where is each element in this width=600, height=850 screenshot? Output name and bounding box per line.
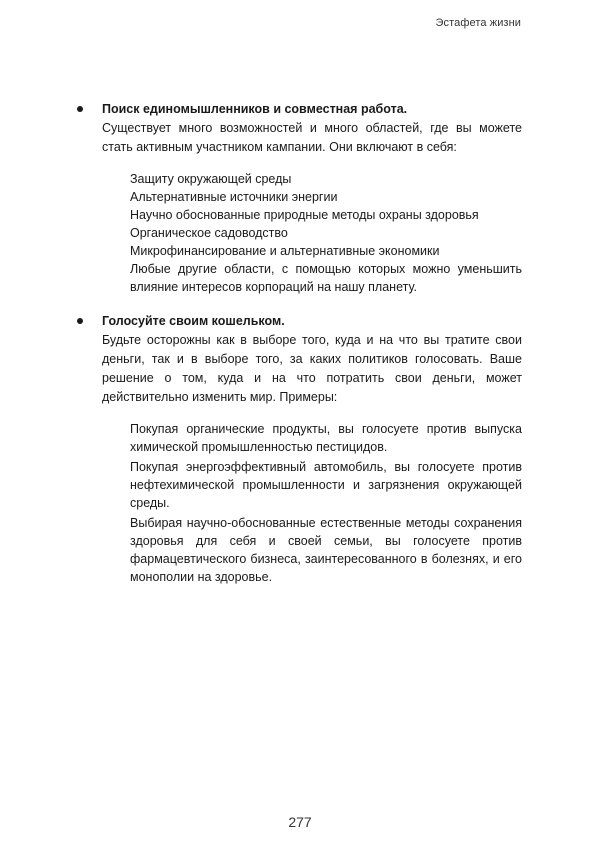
list-item: Научно обоснованные природные методы охраны здоровья	[130, 208, 479, 222]
section-heading: Голосуйте своим кошельком.	[102, 314, 285, 328]
area-list	[130, 170, 522, 296]
bullet-icon	[77, 318, 83, 324]
section-find-allies	[102, 100, 522, 296]
list-item: Органическое садоводство	[130, 226, 288, 240]
list-item: Защиту окружающей среды	[130, 172, 292, 186]
section-paragraph: Существует много возможностей и много областей, где вы можете стать активным участником кампании. Они включают в себя:	[102, 121, 522, 154]
list-item: Покупая органические продукты, вы голосуете против выпуска химической промышленностью пестицидов.	[130, 422, 522, 454]
list-item: Выбирая научно-обоснованные естественные методы сохранения здоровья для себя и своей семьи, вы голосуете против фармацевтического бизнеса, заинтересованного в болезнях, и его монополии на здоровье.	[130, 516, 522, 584]
bullet-icon	[77, 106, 83, 112]
example-list	[130, 420, 522, 586]
list-item: Микрофинансирование и альтернативные экономики	[130, 244, 440, 258]
list-item: Любые другие области, с помощью которых можно уменьшить влияние интересов корпораций на нашу планету.	[130, 262, 522, 294]
list-item: Покупая энергоэффективный автомобиль, вы голосуете против нефтехимической промышленности и загрязнения окружающей среды.	[130, 460, 522, 510]
section-vote-wallet	[102, 312, 522, 586]
section-heading: Поиск единомышленников и совместная работа.	[102, 102, 408, 116]
running-header: Эстафета жизни	[435, 17, 521, 29]
list-item: Альтернативные источники энергии	[130, 190, 338, 204]
section-paragraph: Будьте осторожны как в выборе того, куда и на что вы тратите свои деньги, так и в выборе того, за каких политиков голосовать. Ваше решение о том, куда и на что потратить свои деньги, может действительно изменить мир. Примеры:	[102, 333, 522, 404]
page-content	[102, 100, 522, 586]
page-number: 277	[288, 814, 312, 830]
